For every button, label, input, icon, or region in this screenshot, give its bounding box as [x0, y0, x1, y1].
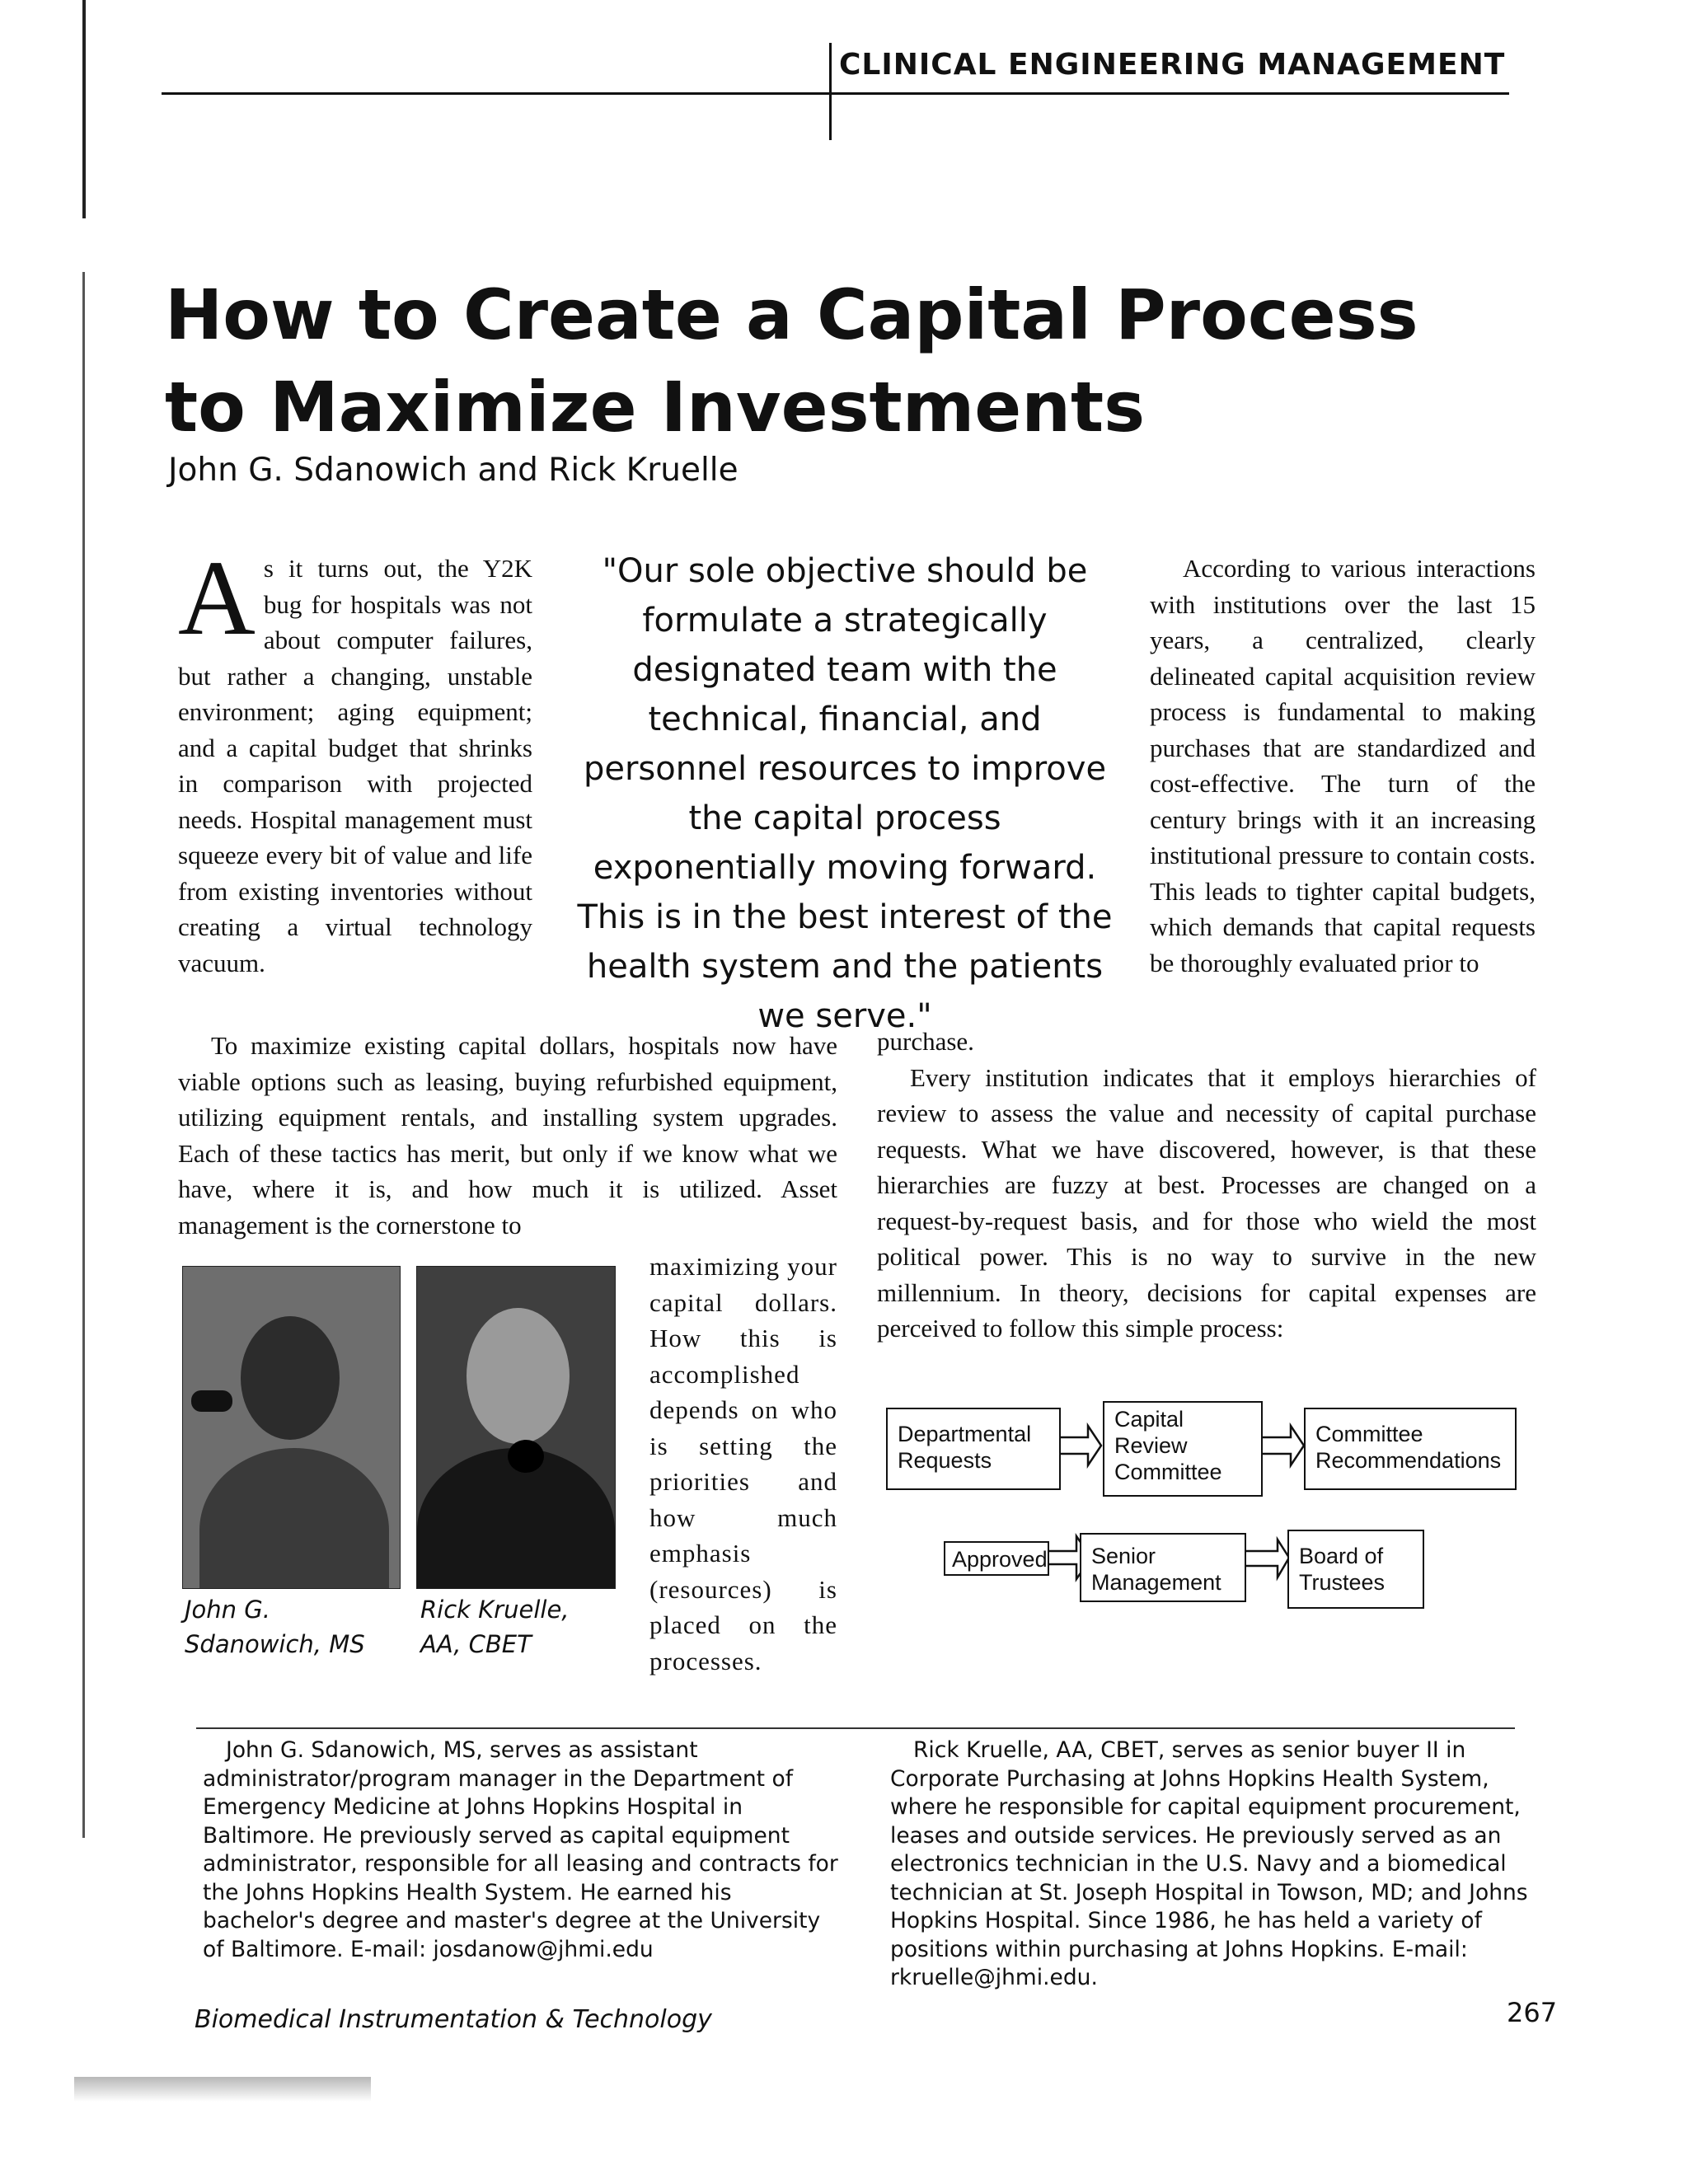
- col1-paragraph-2-continuation: maximizing your capital dollars. How this is accomplished depends on who is setting the priorities and how much emphasis (resources) is placed on the processes.: [649, 1252, 837, 1675]
- caption-2-line-1: Rick Kruelle,: [420, 1596, 570, 1624]
- capital-process-flowchart: [882, 1401, 1541, 1632]
- author-photo-sdanowich: [182, 1266, 401, 1589]
- photo-1-shoulders: [199, 1448, 389, 1589]
- col3-para1-end: purchase.: [877, 1027, 974, 1056]
- article-title: [165, 269, 1484, 453]
- footer-journal-name: Biomedical Instrumentation & Technology: [195, 2005, 712, 2034]
- col1-para2-text: To maximize existing capital dollars, hospitals now have viable options such as leasing, buying refurbished equipment, utilizing equipment rentals, and installing system upgrades. Each of these tactics has merit, but only if we know what we have, where it is, and how much it is utilized. Asset management is the cornerstone to: [178, 1031, 837, 1240]
- page-number: 267: [1507, 1997, 1558, 2028]
- bio-sdanowich: John G. Sdanowich, MS, serves as assistant administrator/program manager in the Department of Emergency Medicine at Johns Hopkins Hospital in Baltimore. He previously served as capital equipment administrator, responsible for all leasing and contracts for the Johns Hopkins Health System. He earned his bachelor's degree and master's degree at the University of Baltimore. E-mail: josdanow@jhmi.edu: [203, 1737, 838, 1962]
- col3-para1-text: According to various interactions with institutions over the last 15 years, a centralized, clearly delineated capital acquisition review process is fundamental to making purchases that are standardized and cost-effective. The turn of the century brings with it an increasing institutional pressure to contain costs. This leads to tighter capital budgets, which demands that capital requests be thoroughly evaluated prior to: [1150, 554, 1536, 977]
- header-rule: [162, 92, 1509, 95]
- photo-2-microphone: [508, 1440, 544, 1473]
- col3-para2-text: Every institution indicates that it employs hierarchies of review to assess the value and necessity of capital purchase requests. What we have discovered, however, is that these hierarchies are fuzzy at best. Processes are changed on a request-by-request basis, and for those who wield the most political power. This is no way to survive in the new millennium. In theory, decisions for capital expenses are perceived to follow this simple process:: [877, 1062, 1536, 1343]
- caption-1-line-1: John G.: [185, 1596, 270, 1624]
- bio-kruelle: Rick Kruelle, AA, CBET, serves as senior buyer II in Corporate Purchasing at Johns Hopkins Health System, where he responsible for capital equipment procurement, leases and outside services. He previously served as an electronics technician in the U.S. Navy and a biomedical technician at St. Joseph Hospital in Towson, MD; and Johns Hopkins Hospital. Since 1986, he has held a variety of positions within purchasing at Johns Hopkins. E-mail: rkruelle@jhmi.edu.: [890, 1737, 1528, 1990]
- caption-2-line-2: AA, CBET: [420, 1630, 532, 1658]
- arrow-management-to-board: [1245, 1540, 1289, 1577]
- scan-edge-middle: [82, 272, 85, 1838]
- col1-paragraph-2: [178, 1028, 837, 1243]
- flow-step-senior-management: Senior Management: [1080, 1533, 1246, 1602]
- drop-cap: A: [178, 539, 256, 658]
- flow-step-board-of-trustees: Board of Trustees: [1287, 1530, 1424, 1609]
- title-line-2: to Maximize Investments: [165, 367, 1146, 448]
- photo-caption-sdanowich: [185, 1592, 365, 1661]
- flow-step-departmental-requests: Departmental Requests: [886, 1408, 1061, 1490]
- col3-paragraph-2: [877, 1024, 1536, 1347]
- flow-step-committee-recommendations: Committee Recommendations: [1304, 1408, 1517, 1490]
- arrow-review-to-recommendations: [1261, 1426, 1304, 1465]
- article-authors: John G. Sdanowich and Rick Kruelle: [168, 452, 738, 489]
- bio-divider: [196, 1727, 1515, 1729]
- header-vertical-rule: [829, 43, 832, 140]
- col3-paragraph-1: [1150, 551, 1536, 981]
- scan-shadow-bottom: [74, 2077, 371, 2102]
- flow-step-capital-review-committee: Capital Review Committee: [1103, 1401, 1263, 1497]
- photo-1-head: [241, 1316, 340, 1440]
- author-photo-kruelle: [416, 1266, 616, 1589]
- flow-step-approved: Approved: [944, 1541, 1049, 1576]
- photo-2-head: [467, 1308, 570, 1444]
- pull-quote: "Our sole objective should be formulate a strategically designated team with the technical, financial, and personnel resources to improve the capital process exponentially moving forward. This is in the best interest of the health system and the patients we serve.": [577, 552, 1113, 1035]
- scan-edge-top: [82, 0, 86, 218]
- intro-paragraph: [178, 539, 532, 981]
- intro-text: s it turns out, the Y2K bug for hospitals was not about computer failures, but rather a changing, unstable environment; aging equipment; and a capital budget that shrinks in comparison with projected needs. Hospital management must squeeze every bit of value and life from existing inventories without creating a virtual technology vacuum.: [178, 554, 532, 977]
- photo-1-microphone: [191, 1390, 232, 1412]
- caption-1-line-2: Sdanowich, MS: [185, 1630, 365, 1658]
- section-label: CLINICAL ENGINEERING MANAGEMENT: [839, 48, 1506, 82]
- arrow-requests-to-review: [1058, 1426, 1101, 1465]
- photo-caption-kruelle: [420, 1592, 570, 1661]
- title-line-1: How to Create a Capital Process: [165, 274, 1418, 355]
